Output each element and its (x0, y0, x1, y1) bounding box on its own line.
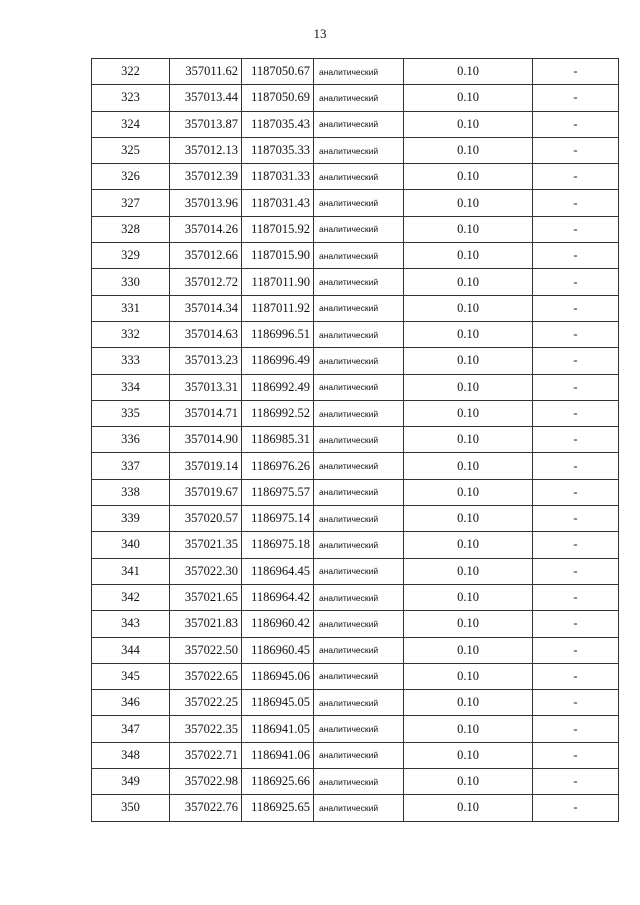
method-cell: аналитический (314, 795, 404, 821)
table-row (92, 795, 619, 821)
note-cell: - (533, 479, 619, 505)
x-coordinate-cell: 357021.35 (170, 532, 242, 558)
method-cell: аналитический (314, 637, 404, 663)
x-coordinate-cell: 357014.34 (170, 295, 242, 321)
method-cell: аналитический (314, 400, 404, 426)
accuracy-cell: 0.10 (404, 558, 533, 584)
table-row (92, 769, 619, 795)
y-coordinate-cell: 1186941.05 (242, 716, 314, 742)
note-cell: - (533, 374, 619, 400)
table-row (92, 584, 619, 610)
point-number-cell: 333 (92, 348, 170, 374)
accuracy-cell: 0.10 (404, 742, 533, 768)
accuracy-cell: 0.10 (404, 716, 533, 742)
x-coordinate-cell: 357014.71 (170, 400, 242, 426)
x-coordinate-cell: 357013.87 (170, 111, 242, 137)
note-cell: - (533, 453, 619, 479)
point-number-cell: 340 (92, 532, 170, 558)
note-cell: - (533, 690, 619, 716)
method-cell: аналитический (314, 243, 404, 269)
accuracy-cell: 0.10 (404, 637, 533, 663)
y-coordinate-cell: 1187011.92 (242, 295, 314, 321)
method-cell: аналитический (314, 742, 404, 768)
method-cell: аналитический (314, 690, 404, 716)
x-coordinate-cell: 357020.57 (170, 506, 242, 532)
coordinates-table-body (92, 59, 619, 822)
note-cell: - (533, 216, 619, 242)
table-row (92, 532, 619, 558)
accuracy-cell: 0.10 (404, 348, 533, 374)
y-coordinate-cell: 1187015.90 (242, 243, 314, 269)
point-number-cell: 324 (92, 111, 170, 137)
method-cell: аналитический (314, 111, 404, 137)
accuracy-cell: 0.10 (404, 164, 533, 190)
note-cell: - (533, 59, 619, 85)
x-coordinate-cell: 357014.26 (170, 216, 242, 242)
y-coordinate-cell: 1186985.31 (242, 427, 314, 453)
accuracy-cell: 0.10 (404, 111, 533, 137)
point-number-cell: 344 (92, 637, 170, 663)
x-coordinate-cell: 357021.65 (170, 584, 242, 610)
x-coordinate-cell: 357012.39 (170, 164, 242, 190)
note-cell: - (533, 85, 619, 111)
y-coordinate-cell: 1186941.06 (242, 742, 314, 768)
method-cell: аналитический (314, 348, 404, 374)
point-number-cell: 328 (92, 216, 170, 242)
note-cell: - (533, 506, 619, 532)
table-row (92, 137, 619, 163)
x-coordinate-cell: 357019.14 (170, 453, 242, 479)
point-number-cell: 345 (92, 663, 170, 689)
accuracy-cell: 0.10 (404, 295, 533, 321)
point-number-cell: 323 (92, 85, 170, 111)
accuracy-cell: 0.10 (404, 85, 533, 111)
method-cell: аналитический (314, 558, 404, 584)
x-coordinate-cell: 357012.72 (170, 269, 242, 295)
note-cell: - (533, 348, 619, 374)
accuracy-cell: 0.10 (404, 584, 533, 610)
y-coordinate-cell: 1187050.67 (242, 59, 314, 85)
point-number-cell: 326 (92, 164, 170, 190)
y-coordinate-cell: 1186992.52 (242, 400, 314, 426)
y-coordinate-cell: 1186996.49 (242, 348, 314, 374)
point-number-cell: 346 (92, 690, 170, 716)
table-row (92, 243, 619, 269)
accuracy-cell: 0.10 (404, 427, 533, 453)
accuracy-cell: 0.10 (404, 243, 533, 269)
method-cell: аналитический (314, 269, 404, 295)
point-number-cell: 343 (92, 611, 170, 637)
point-number-cell: 341 (92, 558, 170, 584)
accuracy-cell: 0.10 (404, 795, 533, 821)
method-cell: аналитический (314, 59, 404, 85)
x-coordinate-cell: 357022.50 (170, 637, 242, 663)
table-row (92, 400, 619, 426)
x-coordinate-cell: 357013.23 (170, 348, 242, 374)
y-coordinate-cell: 1187050.69 (242, 85, 314, 111)
y-coordinate-cell: 1186925.65 (242, 795, 314, 821)
accuracy-cell: 0.10 (404, 190, 533, 216)
point-number-cell: 334 (92, 374, 170, 400)
y-coordinate-cell: 1187035.43 (242, 111, 314, 137)
point-number-cell: 335 (92, 400, 170, 426)
x-coordinate-cell: 357022.98 (170, 769, 242, 795)
note-cell: - (533, 295, 619, 321)
coordinates-table (91, 58, 619, 822)
table-row (92, 85, 619, 111)
accuracy-cell: 0.10 (404, 611, 533, 637)
x-coordinate-cell: 357014.90 (170, 427, 242, 453)
table-row (92, 321, 619, 347)
method-cell: аналитический (314, 769, 404, 795)
table-row (92, 190, 619, 216)
table-row (92, 663, 619, 689)
method-cell: аналитический (314, 374, 404, 400)
accuracy-cell: 0.10 (404, 663, 533, 689)
x-coordinate-cell: 357011.62 (170, 59, 242, 85)
x-coordinate-cell: 357022.25 (170, 690, 242, 716)
note-cell: - (533, 584, 619, 610)
x-coordinate-cell: 357012.13 (170, 137, 242, 163)
y-coordinate-cell: 1187031.43 (242, 190, 314, 216)
x-coordinate-cell: 357013.44 (170, 85, 242, 111)
point-number-cell: 348 (92, 742, 170, 768)
accuracy-cell: 0.10 (404, 321, 533, 347)
point-number-cell: 342 (92, 584, 170, 610)
y-coordinate-cell: 1186964.42 (242, 584, 314, 610)
point-number-cell: 332 (92, 321, 170, 347)
method-cell: аналитический (314, 611, 404, 637)
table-row (92, 690, 619, 716)
table-row (92, 742, 619, 768)
point-number-cell: 347 (92, 716, 170, 742)
method-cell: аналитический (314, 295, 404, 321)
table-row (92, 637, 619, 663)
y-coordinate-cell: 1187035.33 (242, 137, 314, 163)
table-row (92, 59, 619, 85)
note-cell: - (533, 243, 619, 269)
page-number: 13 (313, 26, 327, 41)
point-number-cell: 322 (92, 59, 170, 85)
note-cell: - (533, 137, 619, 163)
note-cell: - (533, 269, 619, 295)
table-row (92, 506, 619, 532)
y-coordinate-cell: 1186964.45 (242, 558, 314, 584)
table-row (92, 295, 619, 321)
x-coordinate-cell: 357022.35 (170, 716, 242, 742)
point-number-cell: 336 (92, 427, 170, 453)
accuracy-cell: 0.10 (404, 532, 533, 558)
method-cell: аналитический (314, 663, 404, 689)
y-coordinate-cell: 1186975.57 (242, 479, 314, 505)
method-cell: аналитический (314, 85, 404, 111)
y-coordinate-cell: 1186996.51 (242, 321, 314, 347)
y-coordinate-cell: 1186976.26 (242, 453, 314, 479)
x-coordinate-cell: 357019.67 (170, 479, 242, 505)
y-coordinate-cell: 1186945.05 (242, 690, 314, 716)
note-cell: - (533, 558, 619, 584)
accuracy-cell: 0.10 (404, 690, 533, 716)
accuracy-cell: 0.10 (404, 400, 533, 426)
table-row (92, 348, 619, 374)
y-coordinate-cell: 1186945.06 (242, 663, 314, 689)
method-cell: аналитический (314, 321, 404, 347)
point-number-cell: 337 (92, 453, 170, 479)
table-row (92, 269, 619, 295)
table-row (92, 611, 619, 637)
y-coordinate-cell: 1187015.92 (242, 216, 314, 242)
note-cell: - (533, 611, 619, 637)
x-coordinate-cell: 357022.30 (170, 558, 242, 584)
note-cell: - (533, 742, 619, 768)
note-cell: - (533, 637, 619, 663)
accuracy-cell: 0.10 (404, 137, 533, 163)
y-coordinate-cell: 1186960.42 (242, 611, 314, 637)
table-row (92, 164, 619, 190)
method-cell: аналитический (314, 190, 404, 216)
method-cell: аналитический (314, 532, 404, 558)
point-number-cell: 339 (92, 506, 170, 532)
note-cell: - (533, 795, 619, 821)
point-number-cell: 327 (92, 190, 170, 216)
method-cell: аналитический (314, 506, 404, 532)
x-coordinate-cell: 357013.31 (170, 374, 242, 400)
accuracy-cell: 0.10 (404, 269, 533, 295)
method-cell: аналитический (314, 216, 404, 242)
x-coordinate-cell: 357022.76 (170, 795, 242, 821)
point-number-cell: 349 (92, 769, 170, 795)
note-cell: - (533, 427, 619, 453)
accuracy-cell: 0.10 (404, 374, 533, 400)
y-coordinate-cell: 1187031.33 (242, 164, 314, 190)
method-cell: аналитический (314, 164, 404, 190)
table-row (92, 111, 619, 137)
x-coordinate-cell: 357021.83 (170, 611, 242, 637)
accuracy-cell: 0.10 (404, 216, 533, 242)
point-number-cell: 350 (92, 795, 170, 821)
accuracy-cell: 0.10 (404, 506, 533, 532)
accuracy-cell: 0.10 (404, 769, 533, 795)
x-coordinate-cell: 357013.96 (170, 190, 242, 216)
point-number-cell: 329 (92, 243, 170, 269)
method-cell: аналитический (314, 427, 404, 453)
method-cell: аналитический (314, 453, 404, 479)
note-cell: - (533, 400, 619, 426)
table-row (92, 558, 619, 584)
point-number-cell: 330 (92, 269, 170, 295)
table-row (92, 427, 619, 453)
method-cell: аналитический (314, 716, 404, 742)
y-coordinate-cell: 1186992.49 (242, 374, 314, 400)
note-cell: - (533, 532, 619, 558)
table-row (92, 374, 619, 400)
x-coordinate-cell: 357022.71 (170, 742, 242, 768)
table-row (92, 216, 619, 242)
y-coordinate-cell: 1186925.66 (242, 769, 314, 795)
note-cell: - (533, 190, 619, 216)
x-coordinate-cell: 357012.66 (170, 243, 242, 269)
point-number-cell: 325 (92, 137, 170, 163)
note-cell: - (533, 769, 619, 795)
y-coordinate-cell: 1186960.45 (242, 637, 314, 663)
x-coordinate-cell: 357014.63 (170, 321, 242, 347)
y-coordinate-cell: 1187011.90 (242, 269, 314, 295)
accuracy-cell: 0.10 (404, 59, 533, 85)
note-cell: - (533, 321, 619, 347)
table-row (92, 716, 619, 742)
point-number-cell: 338 (92, 479, 170, 505)
accuracy-cell: 0.10 (404, 453, 533, 479)
table-row (92, 479, 619, 505)
method-cell: аналитический (314, 479, 404, 505)
note-cell: - (533, 663, 619, 689)
note-cell: - (533, 111, 619, 137)
y-coordinate-cell: 1186975.18 (242, 532, 314, 558)
x-coordinate-cell: 357022.65 (170, 663, 242, 689)
note-cell: - (533, 716, 619, 742)
method-cell: аналитический (314, 137, 404, 163)
y-coordinate-cell: 1186975.14 (242, 506, 314, 532)
method-cell: аналитический (314, 584, 404, 610)
note-cell: - (533, 164, 619, 190)
table-row (92, 453, 619, 479)
accuracy-cell: 0.10 (404, 479, 533, 505)
point-number-cell: 331 (92, 295, 170, 321)
